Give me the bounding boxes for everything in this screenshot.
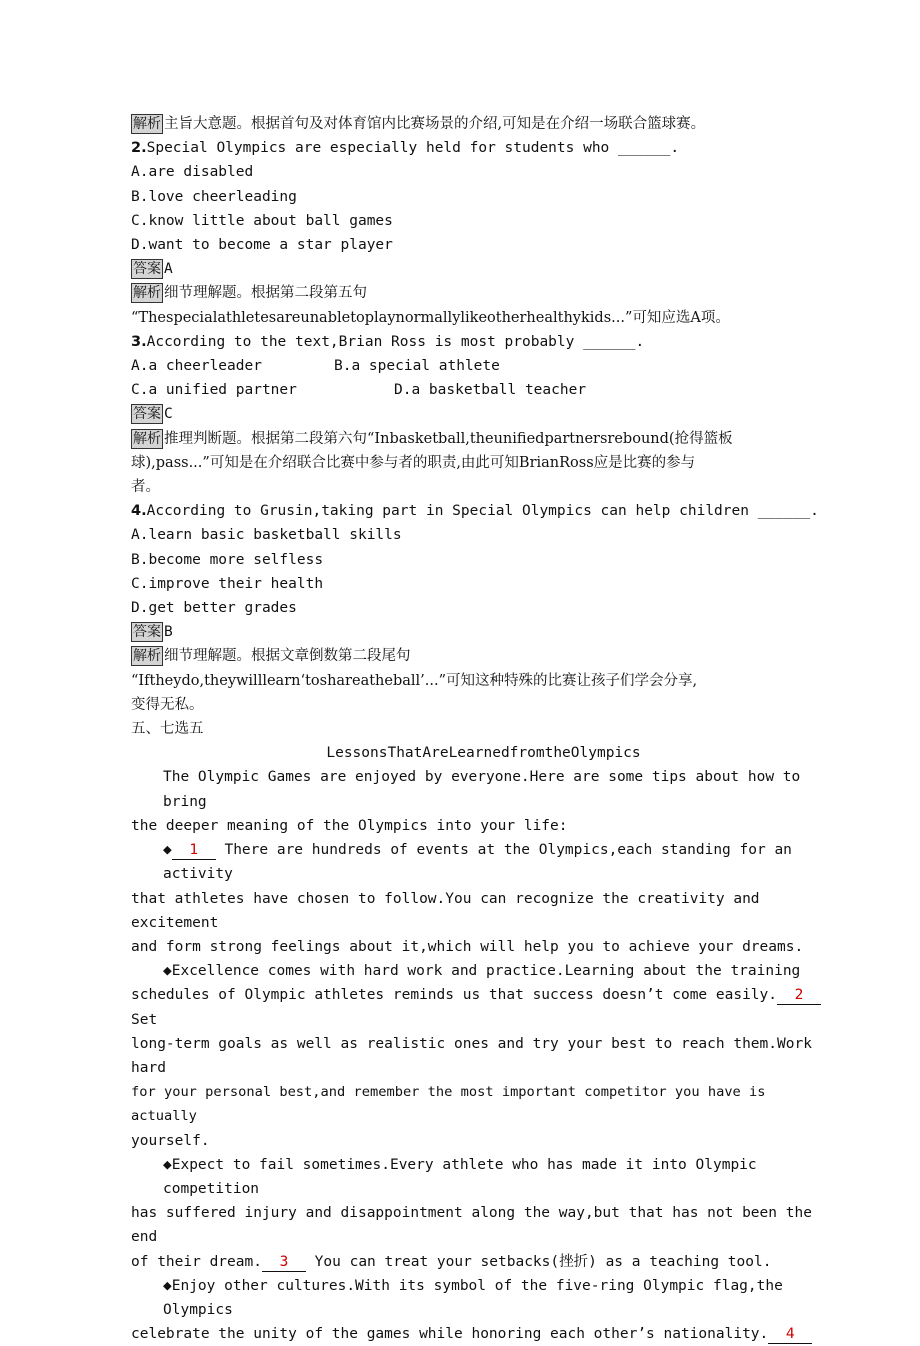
passage-text: celebrate the unity of the games while honoring each other’s nationality. <box>131 1326 769 1343</box>
passage-text: schedules of Olympic athletes reminds us that success doesn’t come easily. <box>131 987 778 1004</box>
passage-p3-end: yourself. <box>131 1132 210 1149</box>
q4-option-a: A.learn basic basketball skills <box>131 527 402 544</box>
blank-1: 1 <box>172 842 216 860</box>
q4-stem <box>131 499 836 523</box>
q2-answer <box>131 257 836 281</box>
q3-option-b: B.a special athlete <box>334 358 500 375</box>
passage-text: Excellence comes with hard work and practice.Learning about the training <box>171 963 801 980</box>
passage-p5 <box>131 1274 836 1322</box>
q3-options-row1 <box>131 354 836 378</box>
q4-analysis-end: 变得无私。 <box>131 696 204 713</box>
answer-value: C <box>164 406 173 423</box>
q2-analysis-cont: “Thespecialathletesareunabletoplaynormallylikeotherhealthykids...”可知应选A项。 <box>131 309 730 326</box>
analysis-text: 细节理解题。根据第二段第五句 <box>164 285 367 302</box>
passage-p4-end <box>131 1250 836 1274</box>
q2-option-b: B.love cheerleading <box>131 188 297 205</box>
analysis-tag: 解析 <box>133 116 161 132</box>
question-stem: According to Grusin,taking part in Special Olympics can help children ______. <box>146 503 819 520</box>
q4-option-c: C.improve their health <box>131 575 324 592</box>
passage-p3 <box>131 959 836 983</box>
q2-stem <box>131 136 836 160</box>
q4-answer <box>131 620 836 644</box>
passage-p1-cont: the deeper meaning of the Olympics into your life: <box>131 817 568 834</box>
bullet-icon: ◆ <box>163 1277 172 1294</box>
q2-option-a: A.are disabled <box>131 164 254 181</box>
analysis-text: 细节理解题。根据文章倒数第二段尾句 <box>164 648 411 665</box>
passage-text: Expect to fail sometimes.Every athlete who has made it into Olympic competition <box>163 1156 766 1197</box>
q4-option-d: D.get better grades <box>131 600 297 617</box>
section-heading: 五、七选五 <box>131 721 204 738</box>
passage-text: You can treat your setbacks(挫折) as a teaching tool. <box>305 1253 772 1270</box>
analysis-tag: 解析 <box>133 430 161 447</box>
q4-analysis-cont: “Iftheydo,theywilllearn‘toshareatheball’...”可知这种特殊的比赛让孩子们学会分享, <box>131 672 698 689</box>
q3-option-a: A.a cheerleader <box>131 358 262 375</box>
q3-option-c: C.a unified partner <box>131 382 297 399</box>
passage-p1: The Olympic Games are enjoyed by everyone.Here are some tips about how to bring <box>163 769 810 810</box>
analysis-tag: 解析 <box>133 648 161 665</box>
q3-analysis-cont: 球),pass...”可知是在介绍联合比赛中参与者的职责,由此可知BrianRoss应是比赛的参与 <box>131 454 696 471</box>
question-number: 3. <box>131 333 147 350</box>
blank-4: 4 <box>768 1326 812 1344</box>
passage-p5-cont <box>131 1322 836 1346</box>
bullet-icon: ◆ <box>163 1156 172 1173</box>
q3-stem <box>131 330 836 354</box>
passage-p2-cont: that athletes have chosen to follow.You can recognize the creativity and excitement <box>131 890 769 931</box>
passage-title: LessonsThatAreLearnedfromtheOlympics <box>326 745 641 762</box>
analysis-tag: 解析 <box>133 285 161 302</box>
question-number: 2. <box>131 140 147 157</box>
q3-options-row2 <box>131 378 836 402</box>
q2-option-c: C.know little about ball games <box>131 212 393 229</box>
passage-p2-end: and form strong feelings about it,which will help you to achieve your dreams. <box>131 938 804 955</box>
question-stem: Special Olympics are especially held for students who ______. <box>146 140 680 157</box>
q3-analysis-end: 者。 <box>131 479 160 496</box>
passage-p3-line3: long-term goals as well as realistic ones and try your best to reach them.Work hard <box>131 1035 821 1076</box>
answer-tag: 答案 <box>133 624 161 641</box>
blank-3: 3 <box>262 1254 306 1272</box>
bullet-icon: ◆ <box>163 963 172 980</box>
document-page <box>131 112 836 1346</box>
bullet-icon: ◆ <box>163 842 172 859</box>
answer-value: B <box>164 624 173 641</box>
passage-p3-line4: for your personal best,and remember the most important competitor you have is actually <box>131 1084 774 1125</box>
passage-p4 <box>131 1153 836 1201</box>
q1-analysis <box>131 112 836 136</box>
q2-analysis <box>131 281 836 305</box>
blank-2: 2 <box>777 987 821 1005</box>
passage-p3-cont <box>131 983 836 1031</box>
passage-text: Set <box>131 987 830 1028</box>
answer-tag: 答案 <box>133 406 161 423</box>
answer-value: A <box>164 261 173 278</box>
q4-analysis <box>131 644 836 668</box>
analysis-text: 主旨大意题。根据首句及对体育馆内比赛场景的介绍,可知是在介绍一场联合篮球赛。 <box>164 116 706 132</box>
q3-analysis <box>131 427 836 451</box>
passage-text: of their dream. <box>131 1253 262 1270</box>
q4-option-b: B.become more selfless <box>131 551 324 568</box>
passage-text: There are hundreds of events at the Olympics,each standing for an activity <box>163 842 801 883</box>
passage-p4-cont: has suffered injury and disappointment along the way,but that has not been the end <box>131 1205 821 1246</box>
q3-answer <box>131 402 836 426</box>
question-number: 4. <box>131 503 147 520</box>
passage-text: Enjoy other cultures.With its symbol of the five-ring Olympic flag,the Olympics <box>163 1277 792 1318</box>
passage-p2 <box>131 838 836 886</box>
answer-tag: 答案 <box>133 261 161 278</box>
q3-option-d: D.a basketball teacher <box>394 382 587 399</box>
question-stem: According to the text,Brian Ross is most probably ______. <box>146 333 645 350</box>
q2-option-d: D.want to become a star player <box>131 237 393 254</box>
analysis-text: 推理判断题。根据第二段第六句“Inbasketball,theunifiedpartnersrebound(抢得篮板 <box>164 430 733 447</box>
